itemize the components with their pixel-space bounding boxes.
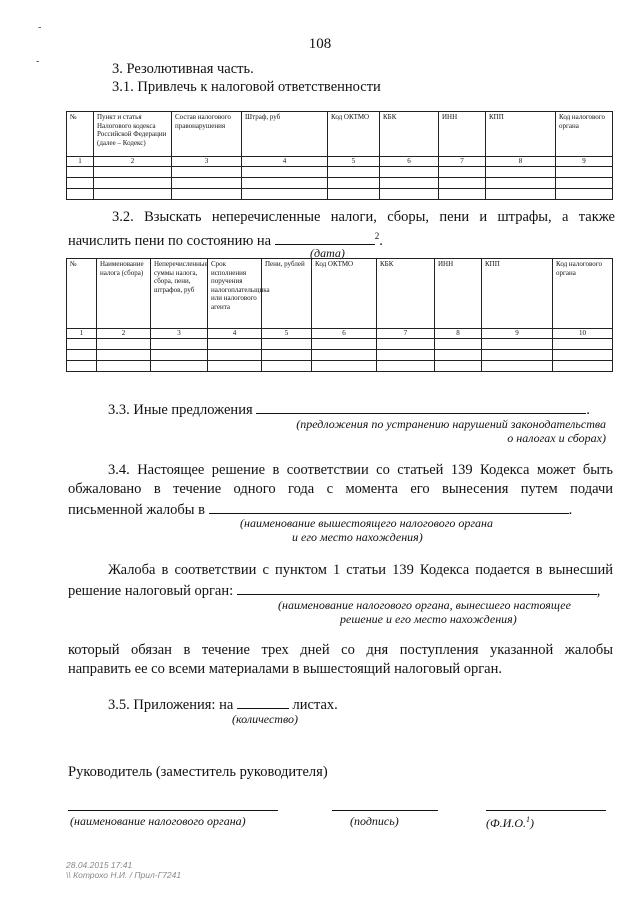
section-3-4-line1: 3.4. Настоящее решение в соответствии со статьей 139 Кодекса может быть (108, 462, 613, 478)
section-3-3: 3.3. Иные предложения . (108, 399, 590, 419)
table-cell (67, 349, 97, 360)
table-cell (435, 360, 482, 371)
section-3-4-line3: письменной жалобы в . (68, 499, 572, 519)
table-cell (172, 177, 242, 188)
col-header: КПП (486, 112, 556, 157)
complaint-line2: решение налоговый орган: , (68, 580, 600, 600)
table-cell (486, 188, 556, 199)
table-cell (67, 360, 97, 371)
table-cell (482, 360, 553, 371)
col-header: Штраф, руб (242, 112, 328, 157)
col-header: КБК (377, 259, 435, 329)
complaint-text: решение налоговый орган: (68, 583, 234, 599)
other-proposals-blank (256, 399, 586, 414)
fio-hint-text: (Ф.И.О. (486, 816, 526, 830)
table-row (67, 188, 613, 199)
col-header: Код налогового органа (556, 112, 613, 157)
col-number: 1 (67, 329, 97, 339)
table-cell (556, 188, 613, 199)
table-cell (553, 360, 613, 371)
liability-table (66, 111, 613, 200)
complaint-line1: Жалоба в соответствии с пунктом 1 статьи 139 Кодекса подается в вынесший (108, 562, 613, 578)
complaint-hint-2: решение и его место нахождения) (340, 612, 517, 626)
signature-heading: Руководитель (заместитель руководителя) (68, 764, 328, 780)
section-3-3-hint-1: (предложения по устранению нарушений законодательства (296, 417, 606, 431)
section-3-3-hint-2: о налогах и сборах) (507, 431, 606, 445)
footer-timestamp: 28.04.2015 17:41 (66, 860, 133, 870)
table-cell (94, 177, 172, 188)
table-cell (377, 360, 435, 371)
table-cell (151, 360, 208, 371)
table-cell (377, 349, 435, 360)
table-number-row (67, 157, 613, 167)
section-title: 3. Резолютивная часть. (112, 61, 254, 77)
col-header: № (67, 112, 94, 157)
table-cell (377, 338, 435, 349)
col-header: ИНН (439, 112, 486, 157)
table-cell (486, 177, 556, 188)
section-3-5-hint: (количество) (232, 712, 299, 726)
collection-table (66, 258, 613, 372)
table-cell (262, 349, 312, 360)
table-cell (482, 349, 553, 360)
col-header: Код ОКТМО (328, 112, 380, 157)
col-number: 9 (482, 329, 553, 339)
table-cell (262, 338, 312, 349)
table-cell (312, 338, 377, 349)
col-number: 6 (312, 329, 377, 339)
fio-hint (486, 812, 534, 831)
table-cell (94, 166, 172, 177)
section-3-2-text: начислить пени по состоянию на (68, 232, 272, 249)
section-3-2-line1: 3.2. Взыскать неперечисленные налоги, сборы, пени и штрафы, а также (112, 209, 615, 225)
complaint-hint-1: (наименование налогового органа, вынесшего настоящее (278, 598, 571, 612)
section-3-5-suffix: листах. (292, 697, 338, 713)
table-row (67, 177, 613, 188)
table-cell (172, 188, 242, 199)
table-cell (328, 166, 380, 177)
signature-line (332, 810, 438, 811)
col-number: 1 (67, 157, 94, 167)
col-number: 5 (262, 329, 312, 339)
table-cell (94, 188, 172, 199)
table-cell (435, 338, 482, 349)
col-header: КПП (482, 259, 553, 329)
table-cell (553, 349, 613, 360)
table-cell (328, 177, 380, 188)
col-header: ИНН (435, 259, 482, 329)
table-cell (486, 166, 556, 177)
col-header: Состав налогового правонарушения (172, 112, 242, 157)
col-number: 7 (377, 329, 435, 339)
col-header: Код налогового органа (553, 259, 613, 329)
col-header: Наименование налога (сбора) (97, 259, 151, 329)
col-number: 10 (553, 329, 613, 339)
table-cell (439, 188, 486, 199)
col-header: Неперечисленные суммы налога, сбора, пени, штрафов, руб (151, 259, 208, 329)
col-header: Пени, рублей (262, 259, 312, 329)
complaint-line4: направить ее со всеми материалами в вышестоящий налоговый орган. (68, 661, 502, 677)
col-header: Срок исполнения поручения налогоплательщика или налогового агента (208, 259, 262, 329)
date-blank (275, 230, 375, 245)
table-cell (380, 177, 439, 188)
table-cell (208, 338, 262, 349)
table-cell (208, 360, 262, 371)
table-row (67, 166, 613, 177)
fio-footnote: 1 (525, 815, 530, 824)
col-number: 2 (94, 157, 172, 167)
table-row (67, 338, 613, 349)
table-cell (482, 338, 553, 349)
table-cell (242, 188, 328, 199)
table-cell (172, 166, 242, 177)
table-cell (312, 349, 377, 360)
section-3-5 (108, 694, 338, 714)
col-number: 4 (208, 329, 262, 339)
table-cell (328, 188, 380, 199)
table-cell (97, 360, 151, 371)
footer-author: \\ Котрохо Н.И. / Прил-Г7241 (66, 870, 182, 880)
fio-line (486, 810, 606, 811)
complaint-line3: который обязан в течение трех дней со дня поступления указанной жалобы (68, 642, 613, 658)
fio-hint-close: ) (529, 816, 534, 830)
sheets-count-blank (237, 694, 289, 709)
table-cell (556, 166, 613, 177)
table-cell (67, 177, 94, 188)
table-cell (242, 166, 328, 177)
signature-hint: (подпись) (350, 814, 399, 828)
section-3-4-hint-1: (наименование вышестоящего налогового органа (240, 516, 494, 530)
table-cell (97, 338, 151, 349)
col-header: Код ОКТМО (312, 259, 377, 329)
col-number: 7 (439, 157, 486, 167)
tax-authority-blank (237, 580, 597, 595)
table-number-row (67, 329, 613, 339)
table-cell (208, 349, 262, 360)
footnote-marker: 2 (374, 231, 380, 241)
col-number: 9 (556, 157, 613, 167)
table-cell (67, 338, 97, 349)
table-cell (380, 166, 439, 177)
table-cell (435, 349, 482, 360)
table-cell (262, 360, 312, 371)
section-3-5-prefix: 3.5. Приложения: на (108, 697, 234, 713)
col-header: № (67, 259, 97, 329)
col-number: 4 (242, 157, 328, 167)
section-3-4-text: письменной жалобы в (68, 502, 205, 518)
table-cell (67, 188, 94, 199)
org-name-hint: (наименование налогового органа) (70, 814, 246, 828)
table-row (67, 349, 613, 360)
col-number: 2 (97, 329, 151, 339)
table-cell (439, 177, 486, 188)
col-number: 6 (380, 157, 439, 167)
col-number: 5 (328, 157, 380, 167)
table-row (67, 360, 613, 371)
table-cell (242, 177, 328, 188)
table-cell (380, 188, 439, 199)
col-header: Пункт и статья Налогового кодекса Российской Федерации (далее – Кодекс) (94, 112, 172, 157)
section-3-4-line2: обжаловано в течение одного года с момента его вынесения путем подачи (68, 481, 613, 497)
table-cell (151, 349, 208, 360)
page-number: 108 (308, 36, 332, 52)
table-cell (312, 360, 377, 371)
col-number: 8 (435, 329, 482, 339)
table-cell (439, 166, 486, 177)
table-cell (151, 338, 208, 349)
section-3-2-line2: начислить пени по состоянию на $^2$. (68, 231, 383, 249)
table-cell (553, 338, 613, 349)
table-cell (556, 177, 613, 188)
col-header: КБК (380, 112, 439, 157)
col-number: 3 (151, 329, 208, 339)
date-hint: (дата) (310, 246, 345, 260)
section-3-1-title: 3.1. Привлечь к налоговой ответственности (112, 79, 381, 95)
table-header-row (67, 259, 613, 329)
col-number: 8 (486, 157, 556, 167)
margin-mark-2: - (36, 56, 40, 67)
margin-mark-1: - (38, 22, 42, 33)
table-header-row (67, 112, 613, 157)
higher-authority-blank (209, 499, 569, 514)
table-cell (97, 349, 151, 360)
col-number: 3 (172, 157, 242, 167)
table-cell (67, 166, 94, 177)
org-name-line (68, 810, 278, 811)
section-3-4-hint-2: и его место нахождения) (292, 530, 423, 544)
section-3-3-label: 3.3. Иные предложения (108, 402, 253, 418)
